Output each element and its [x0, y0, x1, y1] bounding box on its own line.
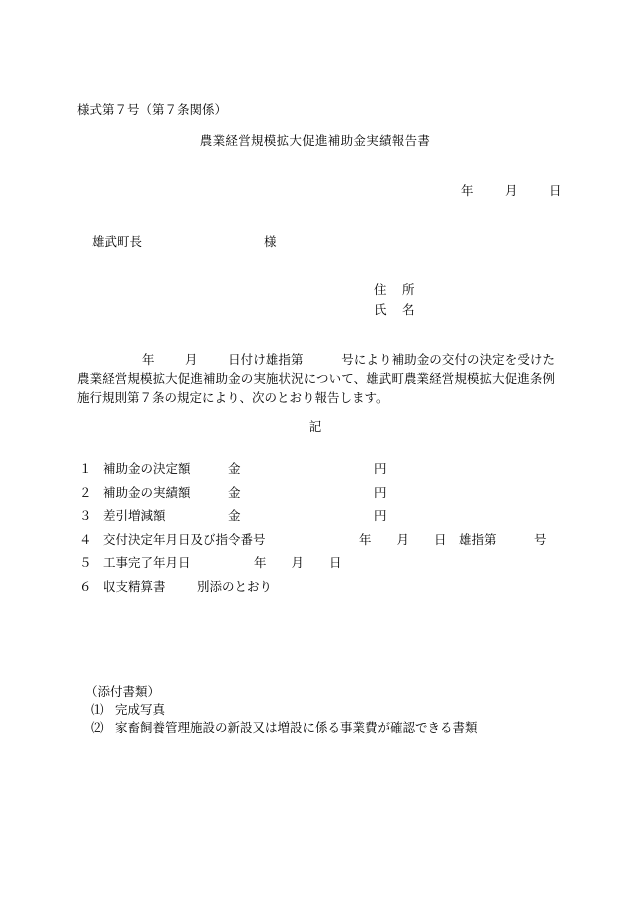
attachment-item	[85, 701, 478, 719]
applicant-name-label	[374, 304, 415, 317]
attachment-number: ⑵	[91, 720, 104, 735]
attachment-number: ⑴	[91, 702, 104, 717]
item-number: ５	[79, 555, 92, 570]
name-label-char-1: 氏	[374, 302, 387, 317]
item-label: 交付決定年月日及び指令番号	[103, 531, 266, 547]
item-value-1: 年 月 日	[254, 555, 342, 570]
item-number: １	[79, 461, 92, 476]
item-number: ４	[79, 531, 92, 547]
item-label: 工事完了年月日	[103, 555, 191, 570]
attachment-item	[85, 719, 478, 737]
item-label: 差引増減額	[103, 508, 166, 523]
form-number: 様式第７号（第７条関係）	[77, 102, 228, 117]
list-item	[79, 459, 569, 483]
item-value-1: 金	[228, 461, 241, 476]
list-item	[79, 553, 569, 577]
report-date	[461, 185, 561, 198]
body-text: 日付け雄指第 号により補助金の交付の決定を受けた農業経営規模拡大促進補助金の実施状況について、雄武町農業経営規模拡大促進条例施行規則第７条の規定により、次のとおり報告します。	[77, 352, 555, 405]
item-value-2: 円	[374, 484, 387, 500]
list-item	[79, 577, 569, 601]
applicant-address-label	[374, 284, 415, 297]
report-body	[77, 350, 555, 407]
addressee-honorific: 様	[264, 234, 277, 249]
attachment-text: 家畜飼養管理施設の新設又は増設に係る事業費が確認できる書類	[115, 720, 478, 735]
body-month: 月	[185, 352, 198, 367]
list-item	[79, 483, 569, 507]
item-number: ２	[79, 484, 92, 500]
ki-heading: 記	[308, 419, 322, 434]
date-year: 年	[461, 183, 474, 198]
item-list	[79, 459, 569, 600]
item-label: 補助金の実績額	[103, 484, 191, 500]
date-month: 月	[504, 183, 518, 198]
item-value-1: 別添のとおり	[197, 578, 273, 594]
addressee	[92, 236, 277, 249]
item-value-2: 円	[374, 508, 387, 523]
document-title: 農業経営規模拡大促進補助金実績報告書	[199, 133, 431, 148]
body-year: 年	[142, 352, 155, 367]
name-label-char-2: 名	[402, 302, 415, 317]
attachments-heading: （添付書類）	[85, 684, 161, 699]
list-item	[79, 506, 569, 530]
item-value-1: 金	[228, 508, 241, 523]
item-value-2: 円	[374, 461, 387, 476]
list-item	[79, 530, 569, 554]
item-label: 収支精算書	[103, 578, 166, 594]
item-number: ６	[79, 578, 92, 594]
item-value-2: 年 月 日 雄指第 号	[359, 531, 547, 547]
address-label-char-2: 所	[402, 282, 415, 297]
addressee-name: 雄武町長	[92, 234, 143, 249]
item-label: 補助金の決定額	[103, 461, 191, 476]
item-value-1: 金	[228, 484, 241, 500]
attachment-text: 完成写真	[115, 702, 166, 717]
attachments	[85, 683, 478, 737]
address-label-char-1: 住	[374, 282, 387, 297]
item-number: ３	[79, 508, 92, 523]
date-day: 日	[548, 183, 562, 198]
